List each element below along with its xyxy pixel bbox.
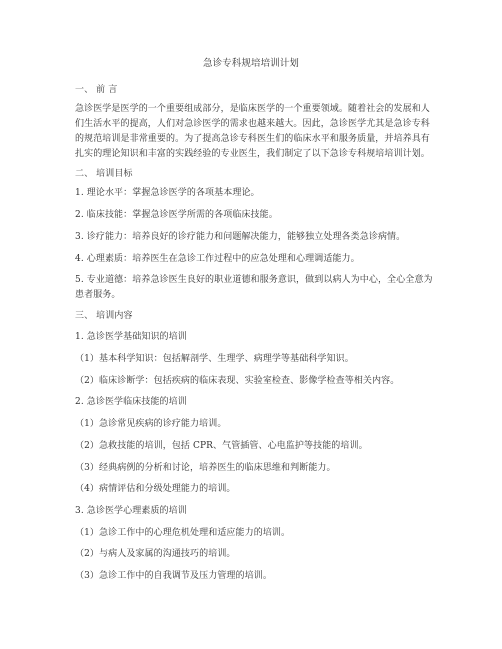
goal-item-3: 3. 诊疗能力：培养良好的诊疗能力和问题解决能力，能够独立处理各类急诊病情。: [75, 232, 406, 242]
section-heading-preface: 一、 前 言: [75, 85, 118, 95]
preface-line-1: 急诊医学是医学的一个重要组成部分，是临床医学的一个重要领域。随着社会的发展和人: [75, 104, 430, 114]
preface-line-2: 们生活水平的提高，人们对急诊医学的需求也越来越大。因此，急诊医学尤其是急诊专科: [75, 119, 430, 129]
goal-item-2: 2. 临床技能：掌握急诊医学所需的各项临床技能。: [75, 210, 278, 220]
goal-item-5-cont: 患者服务。: [75, 290, 121, 300]
basics-item-2: （2）临床诊断学：包括疾病的临床表现、实验室检查、影像学检查等相关内容。: [75, 376, 400, 386]
subsection-title-basics: 1. 急诊医学基础知识的培训: [75, 332, 187, 342]
preface-line-4: 扎实的理论知识和丰富的实践经验的专业医生，我们制定了以下急诊专科规培培训计划。: [75, 149, 430, 159]
goal-item-4: 4. 心理素质：培养医生在急诊工作过程中的应急处理和心理调适能力。: [75, 254, 360, 264]
preface-line-3: 的规范培训是非常重要的。为了提高急诊专科医生们的临床水平和服务质量，并培养具有: [75, 134, 430, 144]
goal-item-1: 1. 理论水平：掌握急诊医学的各项基本理论。: [75, 188, 260, 198]
section-heading-goals: 二、 培训目标: [75, 169, 133, 179]
document-title: 急诊专科规培培训计划: [202, 58, 299, 69]
subsection-title-skills: 2. 急诊医学临床技能的培训: [75, 397, 187, 407]
skills-item-4: （4）病情评估和分级处理能力的培训。: [75, 484, 236, 494]
goal-item-5: 5. 专业道德：培养急诊医生良好的职业道德和服务意识，做到以病人为中心，全心全意为: [75, 275, 433, 285]
basics-item-1: （1）基本科学知识：包括解剖学、生理学、病理学等基础科学知识。: [75, 354, 354, 364]
psychology-item-3: （3）急诊工作中的自我调节及压力管理的培训。: [75, 571, 272, 581]
subsection-title-psychology: 3. 急诊医学心理素质的培训: [75, 506, 187, 516]
skills-item-1: （1）急诊常见疾病的诊疗能力培训。: [75, 419, 227, 429]
psychology-item-2: （2）与病人及家属的沟通技巧的培训。: [75, 549, 236, 559]
section-heading-content: 三、 培训内容: [75, 311, 133, 321]
psychology-item-1: （1）急诊工作中的心理危机处理和适应能力的培训。: [75, 528, 291, 538]
skills-item-2: （2）急救技能的培训，包括 CPR、气管插管、心电监护等技能的培训。: [75, 441, 368, 451]
skills-item-3: （3）经典病例的分析和讨论，培养医生的临床思维和判断能力。: [75, 463, 336, 473]
